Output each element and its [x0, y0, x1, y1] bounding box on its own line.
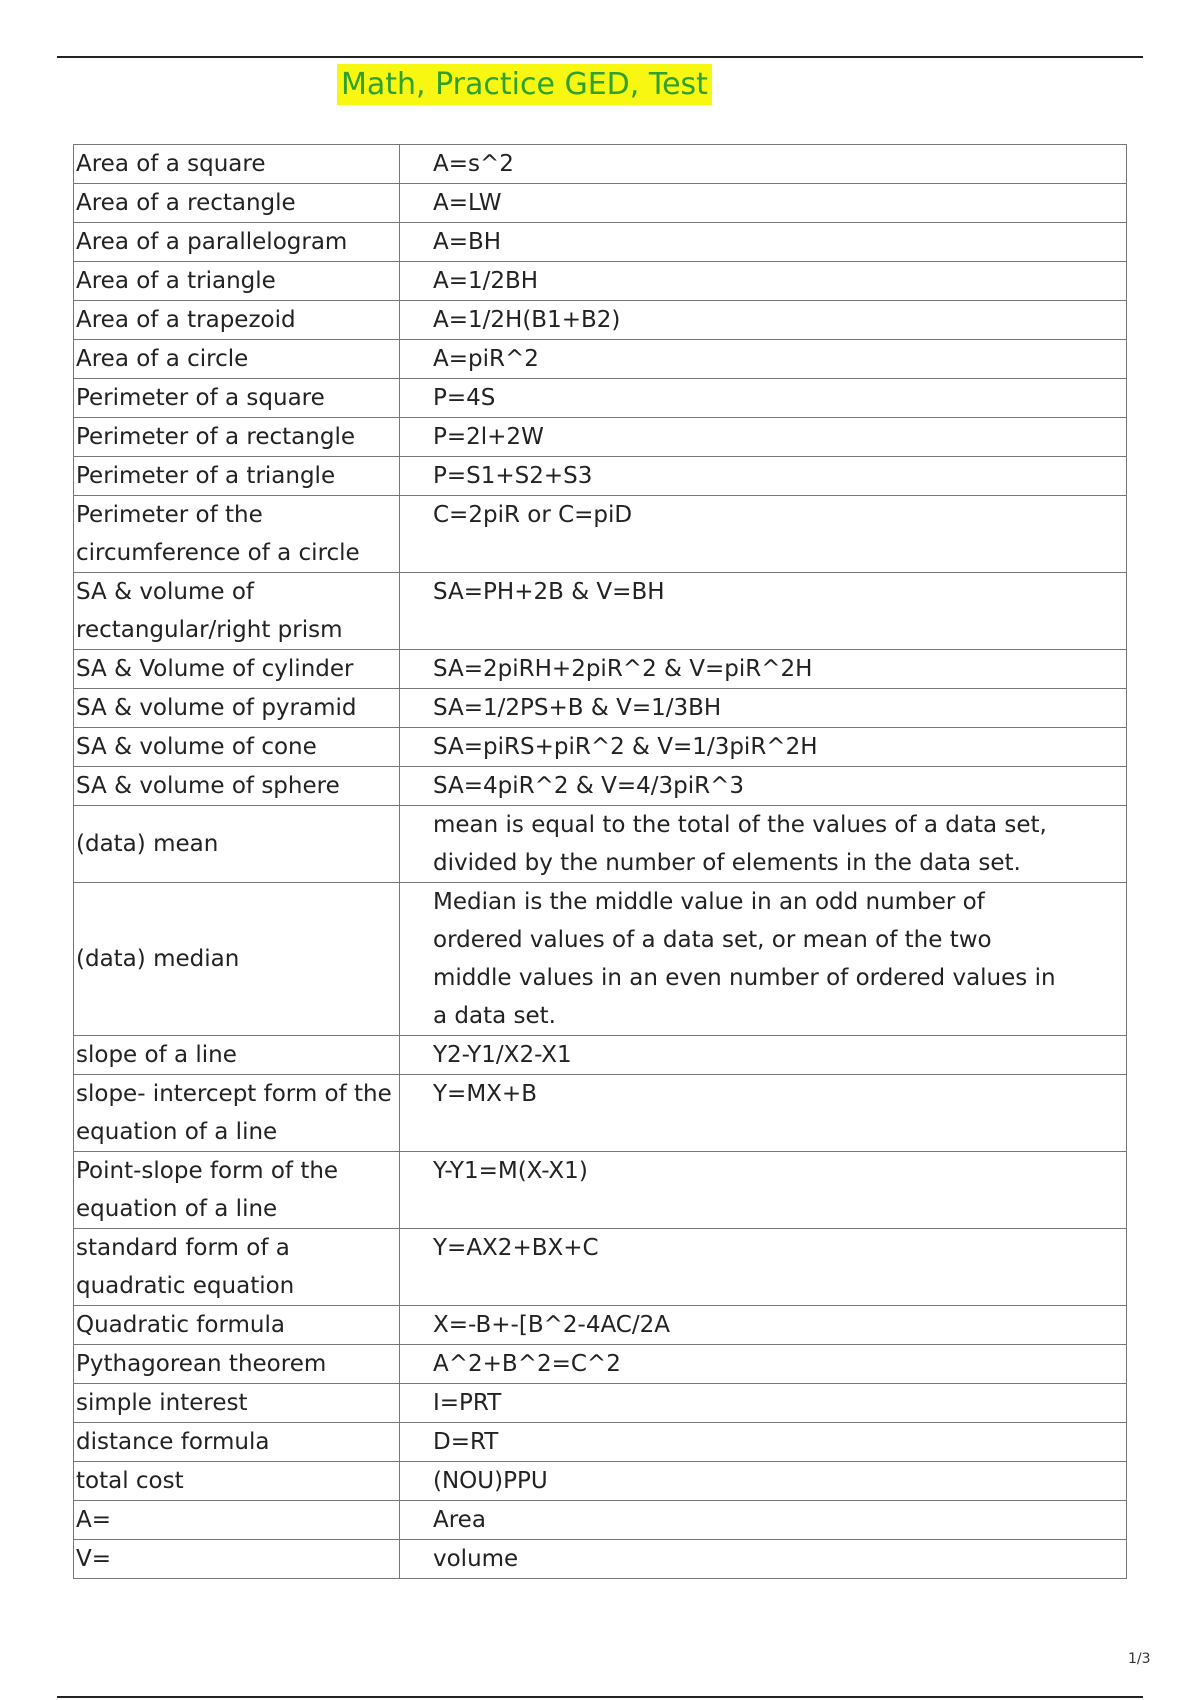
table-row	[74, 650, 1127, 689]
table-row	[74, 1540, 1127, 1579]
formula-cell: A^2+B^2=C^2	[400, 1345, 1127, 1384]
term-cell: simple interest	[74, 1384, 400, 1423]
table-row	[74, 1036, 1127, 1075]
term-cell: Quadratic formula	[74, 1306, 400, 1345]
formula-cell: SA=2piRH+2piR^2 & V=piR^2H	[400, 650, 1127, 689]
table-row	[74, 573, 1127, 650]
table-row	[74, 1423, 1127, 1462]
formula-cell: SA=piRS+piR^2 & V=1/3piR^2H	[400, 728, 1127, 767]
table-row	[74, 301, 1127, 340]
formula-cell: A=BH	[400, 223, 1127, 262]
term-cell: (data) mean	[74, 806, 400, 883]
formula-cell: A=1/2H(B1+B2)	[400, 301, 1127, 340]
term-cell: Point-slope form of the equation of a line	[74, 1152, 400, 1229]
table-row	[74, 1345, 1127, 1384]
formula-cell: D=RT	[400, 1423, 1127, 1462]
formula-cell: A=LW	[400, 184, 1127, 223]
table-row	[74, 1229, 1127, 1306]
term-cell: Area of a triangle	[74, 262, 400, 301]
formula-cell: (NOU)PPU	[400, 1462, 1127, 1501]
term-cell: V=	[74, 1540, 400, 1579]
table-row	[74, 418, 1127, 457]
table-row	[74, 1501, 1127, 1540]
table-row	[74, 767, 1127, 806]
formula-cell: P=4S	[400, 379, 1127, 418]
formula-cell: SA=1/2PS+B & V=1/3BH	[400, 689, 1127, 728]
table-row	[74, 806, 1127, 883]
formula-cell: C=2piR or C=piD	[400, 496, 1127, 573]
top-divider	[57, 56, 1143, 58]
formula-cell: A=s^2	[400, 145, 1127, 184]
term-cell: Perimeter of the circumference of a circle	[74, 496, 400, 573]
term-cell: A=	[74, 1501, 400, 1540]
term-cell: (data) median	[74, 883, 400, 1036]
term-cell: Perimeter of a square	[74, 379, 400, 418]
term-cell: Area of a trapezoid	[74, 301, 400, 340]
formula-table	[73, 144, 1127, 1579]
formula-cell: SA=4piR^2 & V=4/3piR^3	[400, 767, 1127, 806]
table-row	[74, 223, 1127, 262]
table-row	[74, 379, 1127, 418]
term-cell: Area of a square	[74, 145, 400, 184]
table-row	[74, 1384, 1127, 1423]
table-row	[74, 457, 1127, 496]
formula-cell: Median is the middle value in an odd number of ordered values of a data set, or mean of the two middle values in an even number of ordered values in a data set.	[400, 883, 1127, 1036]
term-cell: SA & volume of pyramid	[74, 689, 400, 728]
formula-cell: mean is equal to the total of the values of a data set, divided by the number of elements in the data set.	[400, 806, 1127, 883]
table-row	[74, 496, 1127, 573]
table-row	[74, 1462, 1127, 1501]
page-number: 1/3	[1128, 1651, 1151, 1667]
term-cell: Pythagorean theorem	[74, 1345, 400, 1384]
formula-cell: X=-B+-[B^2-4AC/2A	[400, 1306, 1127, 1345]
term-cell: total cost	[74, 1462, 400, 1501]
term-cell: slope- intercept form of the equation of a line	[74, 1075, 400, 1152]
formula-cell: volume	[400, 1540, 1127, 1579]
formula-cell: Y=AX2+BX+C	[400, 1229, 1127, 1306]
term-cell: Area of a rectangle	[74, 184, 400, 223]
term-cell: slope of a line	[74, 1036, 400, 1075]
formula-cell: SA=PH+2B & V=BH	[400, 573, 1127, 650]
formula-cell: A=piR^2	[400, 340, 1127, 379]
term-cell: SA & Volume of cylinder	[74, 650, 400, 689]
term-cell: SA & volume of rectangular/right prism	[74, 573, 400, 650]
formula-cell: I=PRT	[400, 1384, 1127, 1423]
term-cell: SA & volume of cone	[74, 728, 400, 767]
table-row	[74, 883, 1127, 1036]
table-row	[74, 262, 1127, 301]
term-cell: Perimeter of a rectangle	[74, 418, 400, 457]
term-cell: Area of a circle	[74, 340, 400, 379]
formula-cell: Area	[400, 1501, 1127, 1540]
table-row	[74, 1075, 1127, 1152]
formula-cell: P=S1+S2+S3	[400, 457, 1127, 496]
page-title: Math, Practice GED, Test	[337, 64, 712, 105]
term-cell: SA & volume of sphere	[74, 767, 400, 806]
table-row	[74, 145, 1127, 184]
table-row	[74, 728, 1127, 767]
table-row	[74, 1152, 1127, 1229]
table-row	[74, 689, 1127, 728]
table-row	[74, 1306, 1127, 1345]
formula-cell: Y=MX+B	[400, 1075, 1127, 1152]
term-cell: standard form of a quadratic equation	[74, 1229, 400, 1306]
table-row	[74, 184, 1127, 223]
table-row	[74, 340, 1127, 379]
term-cell: distance formula	[74, 1423, 400, 1462]
bottom-divider	[57, 1696, 1143, 1698]
formula-cell: Y2-Y1/X2-X1	[400, 1036, 1127, 1075]
formula-cell: A=1/2BH	[400, 262, 1127, 301]
term-cell: Area of a parallelogram	[74, 223, 400, 262]
formula-table-body	[74, 145, 1127, 1579]
formula-cell: Y-Y1=M(X-X1)	[400, 1152, 1127, 1229]
formula-cell: P=2l+2W	[400, 418, 1127, 457]
term-cell: Perimeter of a triangle	[74, 457, 400, 496]
